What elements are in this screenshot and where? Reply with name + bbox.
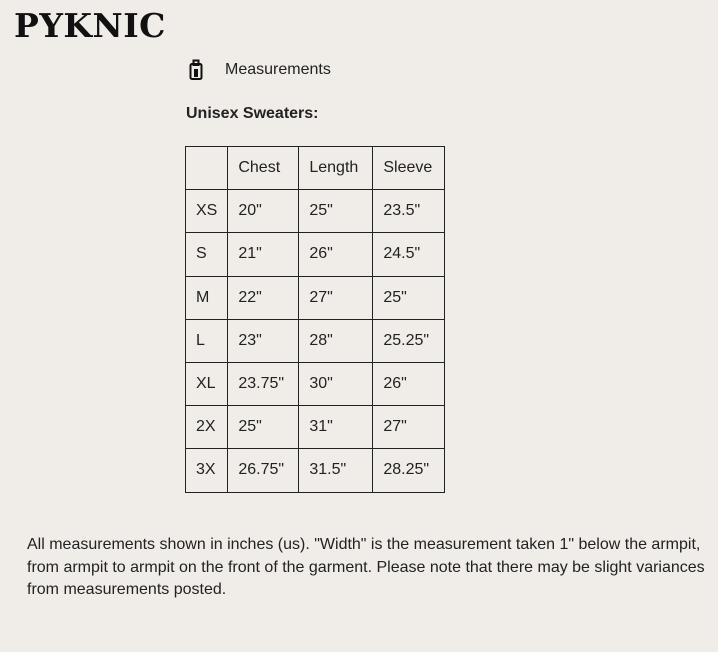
sleeve-cell: 28.25" — [373, 449, 445, 492]
chest-cell: 23.75" — [228, 362, 299, 405]
header-cell-chest: Chest — [228, 147, 299, 190]
length-cell: 28" — [299, 319, 373, 362]
chest-cell: 22" — [228, 276, 299, 319]
length-cell: 30" — [299, 362, 373, 405]
size-cell: 3X — [186, 449, 228, 492]
chest-cell: 20" — [228, 190, 299, 233]
header-cell-sleeve: Sleeve — [373, 147, 445, 190]
sleeve-cell: 25.25" — [373, 319, 445, 362]
sleeve-cell: 26" — [373, 362, 445, 405]
size-cell: XL — [186, 362, 228, 405]
chest-cell: 23" — [228, 319, 299, 362]
measurement-note: All measurements shown in inches (us). "Width" is the measurement taken 1" below the armpit, from armpit to armpit on the front of the garment. Please note that there may be slight variances from measurements posted. — [27, 536, 705, 598]
sleeve-cell: 24.5" — [373, 233, 445, 276]
measurements-label: Measurements — [225, 61, 331, 78]
sleeve-cell: 27" — [373, 406, 445, 449]
size-cell: XS — [186, 190, 228, 233]
size-chart-table — [185, 146, 445, 493]
size-cell: M — [186, 276, 228, 319]
size-cell: S — [186, 233, 228, 276]
length-cell: 31" — [299, 406, 373, 449]
chest-cell: 25" — [228, 406, 299, 449]
chest-cell: 26.75" — [228, 449, 299, 492]
sleeve-cell: 23.5" — [373, 190, 445, 233]
sleeve-cell: 25" — [373, 276, 445, 319]
size-cell: L — [186, 319, 228, 362]
table-row — [186, 276, 445, 319]
table-row — [186, 362, 445, 405]
chest-cell: 21" — [228, 233, 299, 276]
table-row — [186, 449, 445, 492]
length-cell: 26" — [299, 233, 373, 276]
section-title: Unisex Sweaters: — [186, 105, 319, 122]
header-cell-size — [186, 147, 228, 190]
measurements-tab[interactable] — [189, 59, 331, 81]
measuring-tape-icon — [189, 59, 203, 81]
table-row — [186, 319, 445, 362]
length-cell: 27" — [299, 276, 373, 319]
table-row — [186, 233, 445, 276]
size-cell: 2X — [186, 406, 228, 449]
length-cell: 25" — [299, 190, 373, 233]
table-row — [186, 190, 445, 233]
brand-logo[interactable]: PYKNIC — [14, 6, 166, 45]
table-row — [186, 406, 445, 449]
table-header-row — [186, 147, 445, 190]
header-cell-length: Length — [299, 147, 373, 190]
length-cell: 31.5" — [299, 449, 373, 492]
